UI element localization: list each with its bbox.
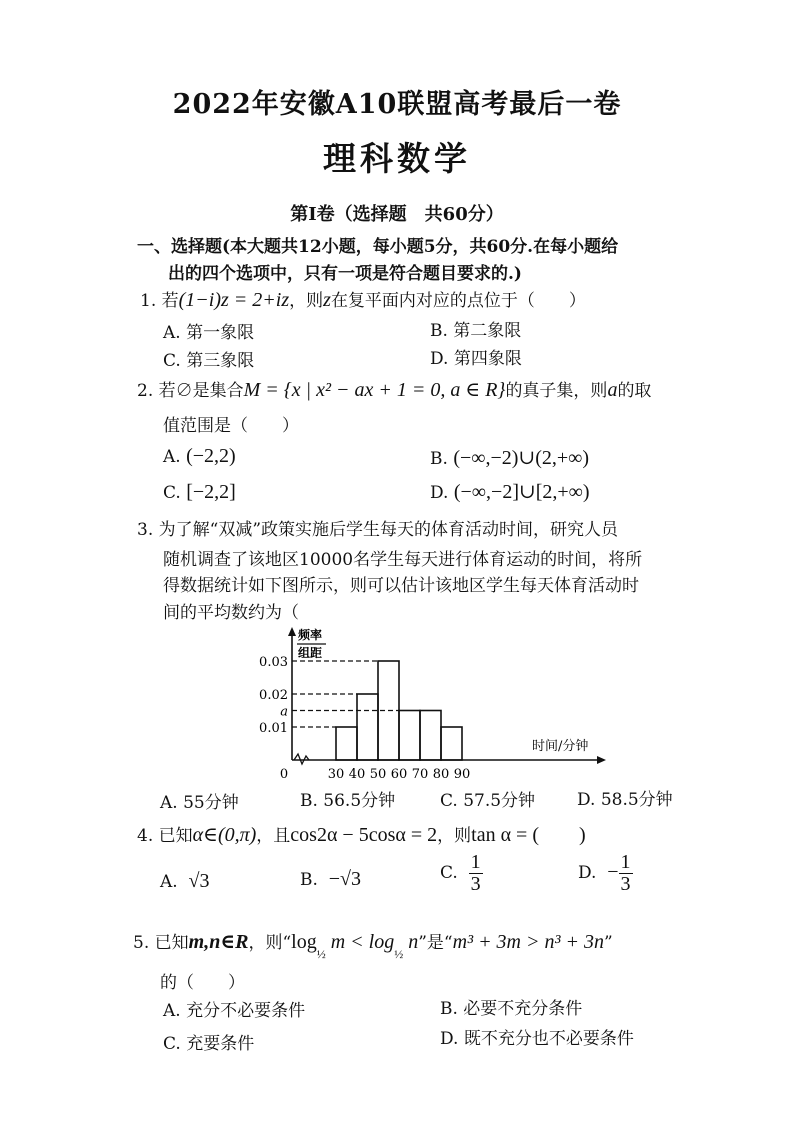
- q4-text-b: ，且: [256, 826, 291, 846]
- q2-option-b: [430, 445, 589, 470]
- q4-text-c: ，则: [437, 826, 472, 846]
- q5-text-d: ”: [604, 933, 613, 953]
- question-1-stem: [140, 286, 586, 312]
- q5-option-c: C. 充要条件: [163, 1034, 255, 1054]
- q2-expression: M = {x | x² − ax + 1 = 0, a ∈ R}: [243, 379, 506, 401]
- question-2-stem: [137, 376, 651, 402]
- q5-text-b: ，则“: [248, 933, 292, 953]
- q5-log-n: n: [403, 931, 419, 953]
- q4-b-label: B.: [300, 870, 318, 890]
- q5-expression-3: m³ + 3m > n³ + 3n: [452, 931, 604, 953]
- q4-option-a: [160, 870, 209, 893]
- histogram-bar: [336, 727, 357, 760]
- q4-d-numerator: 1: [620, 851, 631, 873]
- q4-option-d: [578, 852, 633, 895]
- instructions-line2: 出的四个选项中，只有一项是符合题目要求的.): [168, 264, 522, 284]
- q2-d-label: D.: [430, 483, 449, 503]
- q4-b-value: −√3: [328, 868, 361, 890]
- q2-d-value: (−∞,−2]∪[2,+∞): [453, 481, 590, 503]
- q1-number: 1.: [140, 291, 157, 311]
- q5-log-base-1: ½: [316, 947, 326, 961]
- x-tick-label: 50: [369, 767, 387, 782]
- q5-log-1: log: [291, 931, 317, 953]
- y-axis-label-bottom: 组距: [298, 646, 323, 660]
- q2-a-value: (−2,2): [186, 445, 236, 467]
- q4-a-value: √3: [188, 870, 210, 892]
- y-tick-label: 0.03: [259, 655, 288, 670]
- q1-expression: (1−i)z = 2+iz: [178, 289, 290, 311]
- q1-option-a: A. 第一象限: [163, 323, 255, 343]
- q4-c-fraction: [469, 852, 483, 895]
- q1-text-c: 在复平面内对应的点位于（ ）: [330, 291, 586, 311]
- question-3-line1: [137, 515, 618, 540]
- q5-option-d: D. 既不充分也不必要条件: [440, 1029, 634, 1049]
- axis-break-mark: [294, 754, 309, 764]
- x-tick-label: 70: [411, 767, 429, 782]
- q3-line4: 间的平均数约为（: [163, 603, 299, 623]
- q4-d-label: D.: [578, 863, 597, 883]
- q1-text-b: ，则: [289, 291, 324, 311]
- histogram-bar: [420, 711, 441, 761]
- exam-title: 2022年安徽A10联盟高考最后一卷: [172, 89, 622, 120]
- q2-b-label: B.: [430, 449, 448, 469]
- q3-option-a: A. 55分钟: [160, 793, 239, 813]
- q5-log-base-2: ½: [394, 947, 404, 961]
- q4-number: 4.: [137, 826, 154, 846]
- q4-d-denominator: 3: [620, 873, 631, 895]
- q3-option-c: C. 57.5分钟: [440, 791, 536, 811]
- q2-c-label: C.: [163, 483, 181, 503]
- y-tick-label: a: [280, 704, 288, 720]
- q2-c-value: [−2,2]: [186, 481, 236, 503]
- q2-variable: a: [607, 379, 618, 401]
- q4-expression-3: tan α = ( ): [471, 824, 586, 846]
- x-axis-arrow: [597, 756, 606, 764]
- question-5-stem: [133, 928, 613, 961]
- q3-option-b: B. 56.5分钟: [300, 791, 396, 811]
- y-axis-arrow: [288, 627, 296, 636]
- q4-c-label: C.: [440, 863, 458, 883]
- q4-d-sign: −: [607, 861, 619, 883]
- q1-text-a: 若: [161, 291, 179, 311]
- histogram-chart: [250, 625, 630, 785]
- histogram-bar: [399, 711, 420, 761]
- q2-option-d: [430, 479, 590, 504]
- q1-variable: z: [323, 289, 331, 311]
- q1-option-b: B. 第二象限: [430, 321, 522, 341]
- x-axis-label: 时间/分钟: [532, 739, 589, 754]
- q5-text-a: 已知: [154, 933, 189, 953]
- q4-c-denominator: 3: [470, 873, 481, 895]
- x-tick-label: 60: [390, 767, 408, 782]
- q3-option-d: D. 58.5分钟: [577, 790, 673, 810]
- q5-line2: 的（ ）: [160, 973, 245, 993]
- q3-text-1: 为了解“双减”政策实施后学生每天的体育活动时间，研究人员: [158, 520, 619, 540]
- q5-expression-1: m,n∈R: [188, 931, 249, 953]
- q2-text-a: 若∅是集合: [158, 381, 244, 401]
- q3-line2: 随机调查了该地区10000名学生每天进行体育运动的时间，将所: [163, 550, 643, 570]
- x-tick-label: 80: [432, 767, 450, 782]
- q4-expression-1: α∈(0,π): [192, 824, 257, 846]
- section-heading: 第Ⅰ卷（选择题 共60分）: [290, 204, 504, 225]
- y-tick-label: 0.01: [259, 721, 288, 736]
- q2-a-label: A.: [163, 447, 181, 467]
- q2-number: 2.: [137, 381, 154, 401]
- q2-option-c: [163, 481, 236, 504]
- instructions-line1: 一、选择题(本大题共12小题，每小题5分，共60分.在每小题给: [137, 237, 619, 257]
- subject-title: 理科数学: [323, 139, 471, 178]
- q4-option-b: [300, 868, 361, 891]
- origin-label: 0: [279, 767, 289, 782]
- q4-a-label: A.: [160, 872, 178, 892]
- x-tick-label: 90: [453, 767, 471, 782]
- q1-option-c: C. 第三象限: [163, 351, 255, 371]
- q4-text-a: 已知: [158, 826, 193, 846]
- q5-option-a: A. 充分不必要条件: [163, 1001, 306, 1021]
- q5-log-m: m < log: [325, 931, 395, 953]
- q3-number: 3.: [137, 520, 154, 540]
- question-4-stem: [137, 818, 586, 847]
- x-tick-label: 40: [348, 767, 366, 782]
- q5-text-c: ”是“: [418, 933, 453, 953]
- q3-line3: 得数据统计如下图所示，则可以估计该地区学生每天体育活动时: [163, 576, 639, 596]
- q2-text-c: 的取: [617, 381, 652, 401]
- q2-line2: 值范围是（ ）: [163, 416, 299, 436]
- y-tick-label: 0.02: [259, 688, 288, 703]
- q2-text-b: 的真子集，则: [505, 381, 608, 401]
- histogram-bar: [441, 727, 462, 760]
- q4-c-numerator: 1: [470, 851, 481, 873]
- q1-option-d: D. 第四象限: [430, 349, 522, 369]
- histogram-bar: [357, 694, 378, 760]
- q4-option-c: [440, 852, 483, 895]
- q4-d-fraction: [619, 852, 633, 895]
- q2-b-value: (−∞,−2)∪(2,+∞): [453, 447, 590, 469]
- q5-option-b: B. 必要不充分条件: [440, 999, 583, 1019]
- y-axis-label-top: 频率: [298, 628, 323, 642]
- q5-number: 5.: [133, 933, 150, 953]
- q4-expression-2: cos2α − 5cosα = 2: [290, 824, 438, 846]
- q2-option-a: [163, 445, 236, 468]
- x-tick-label: 30: [327, 767, 345, 782]
